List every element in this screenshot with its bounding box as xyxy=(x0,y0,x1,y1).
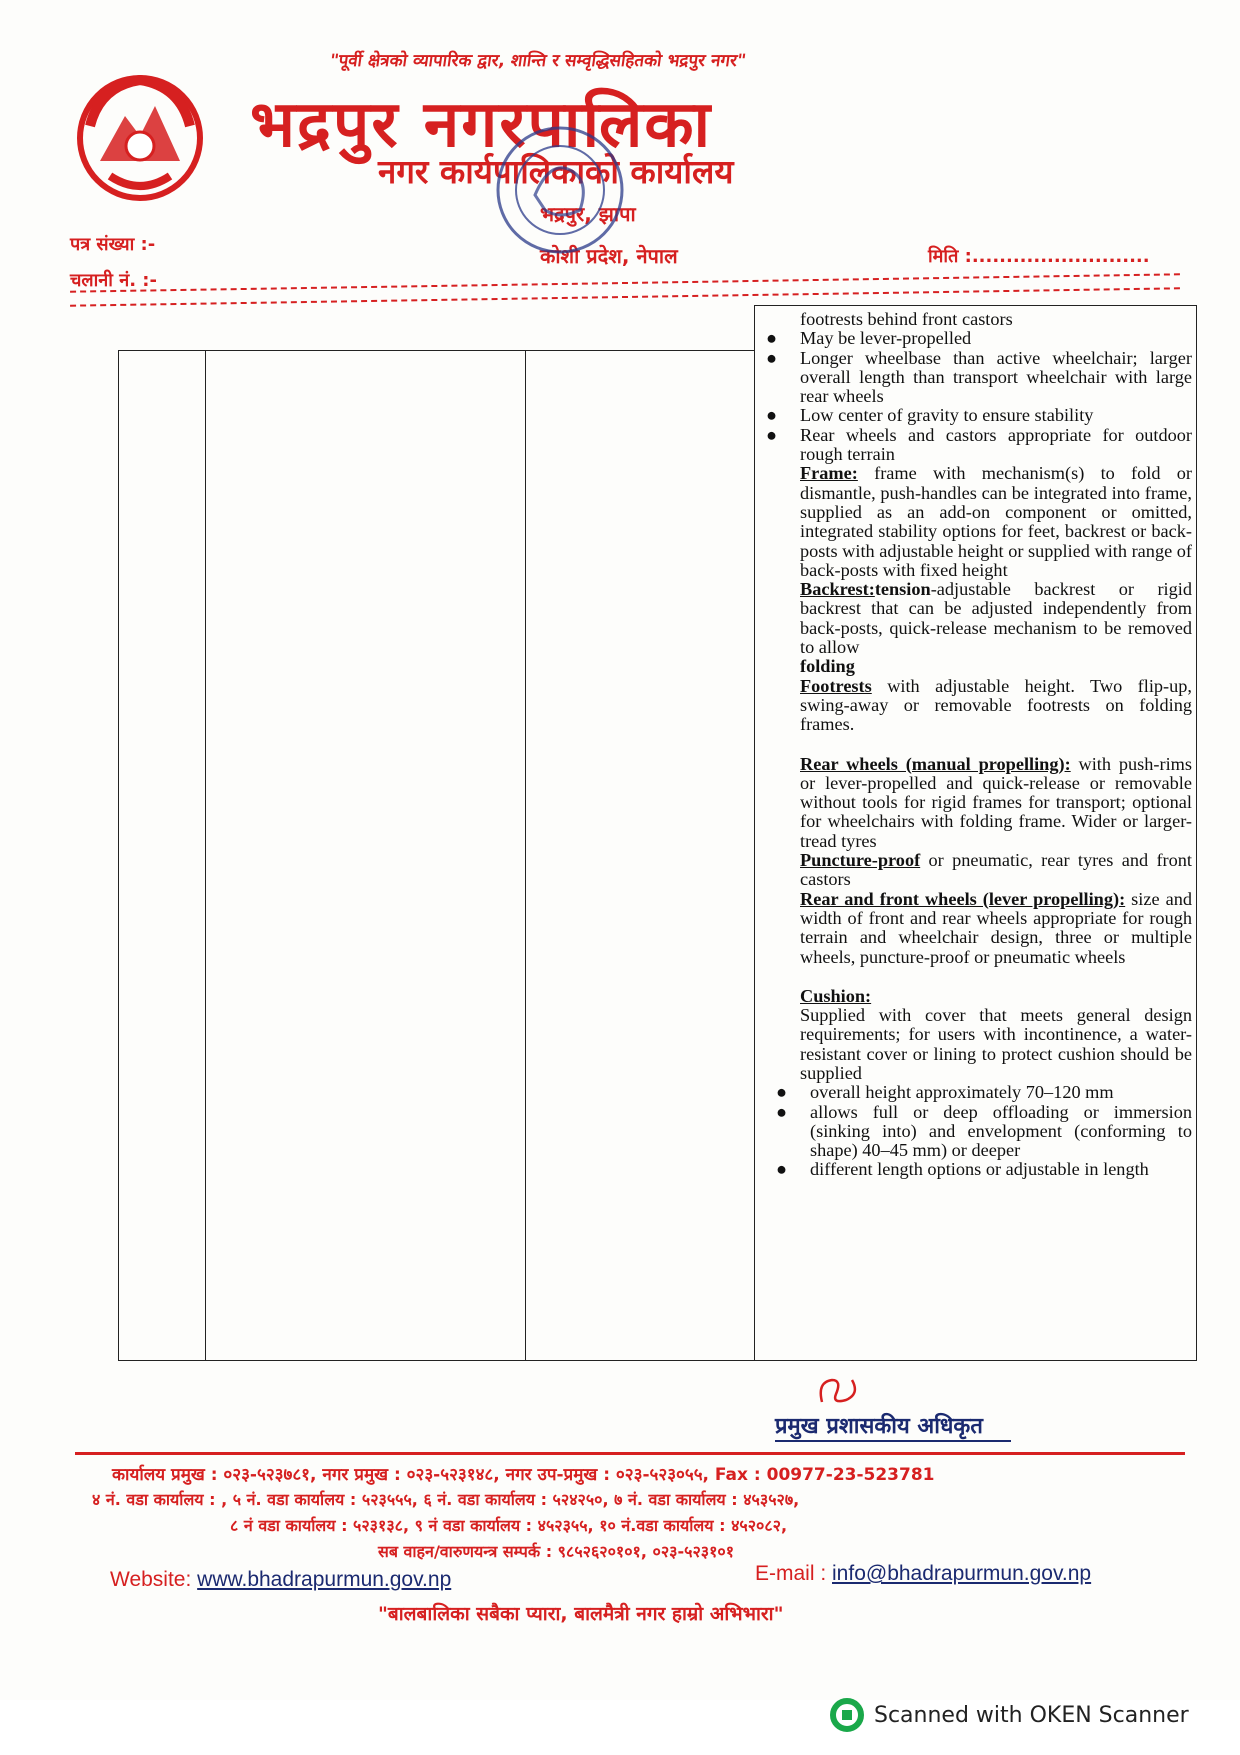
list-item: ● Rear wheels and castors appropriate for outdoor rough terrain xyxy=(766,424,1192,465)
list-item: ● Longer wheelbase than active wheelchair; larger overall length than transport wheelchair with large rear wheels xyxy=(766,347,1192,407)
lever-wheels-paragraph: Rear and front wheels (lever propelling): size and width of front and rear wheels appropriate for rough terrain and wheelchair design, three or multiple wheels, puncture-proof or pneumatic wheels xyxy=(800,888,1192,967)
table-border-right xyxy=(1196,305,1197,1361)
header-divider-2 xyxy=(70,287,1180,306)
district-text: भद्रपुर, झापा xyxy=(540,202,636,226)
date-label: मिति :.......................... xyxy=(928,246,1150,267)
footer-slogan: "बालबालिका सबैका प्यारा, बालमैत्री नगर हाम्रो अभिभारा" xyxy=(378,1603,784,1625)
puncture-paragraph: Puncture-proof or pneumatic, rear tyres and front castors xyxy=(800,850,1192,890)
specification-cell xyxy=(766,309,1192,1180)
footer-divider xyxy=(75,1452,1185,1455)
table-column-divider xyxy=(525,350,526,1360)
cushion-heading: Cushion: xyxy=(800,985,872,1006)
cushion-bullet-list xyxy=(776,1082,1192,1180)
table-border-left xyxy=(118,350,119,1360)
header-motto: "पूर्वी क्षेत्रको व्यापारिक द्वार, शान्ति र सम्वृद्धिसहितको भद्रपुर नगर" xyxy=(328,51,748,71)
letter-number-label: पत्र संख्या :- xyxy=(70,234,156,255)
list-item: ● overall height approximately 70–120 mm xyxy=(776,1082,1114,1103)
footer-contact-line-2: ४ नं. वडा कार्यालय : , ५ नं. वडा कार्यालय : ५२३५५५, ६ नं. वडा कार्यालय : ५२४२५०, ७ नं. वडा कार्यालय : ४५३५२७, xyxy=(92,1490,800,1509)
list-item: ● Low center of gravity to ensure stability xyxy=(766,405,1094,426)
signatory-title: प्रमुख प्रशासकीय अधिकृत xyxy=(775,1414,983,1439)
footer-contact-line-1: कार्यालय प्रमुख : ०२३-५२३७८१, नगर प्रमुख : ०२३-५२३१४८, नगर उप-प्रमुख : ०२३-५२३०५५, Fax : 00977-23-523781 xyxy=(112,1465,935,1485)
spec-bullet-list xyxy=(766,328,1192,465)
footrests-paragraph: Footrests with adjustable height. Two flip-up, swing-away or removable footrests on folding frames. xyxy=(800,675,1192,735)
footer-website: Website: www.bhadrapurmun.gov.np xyxy=(110,1568,452,1591)
spec-line: footrests behind front castors xyxy=(800,309,1013,329)
footer-contact-line-3: ८ नं वडा कार्यालय : ५२३१३८, ९ नं वडा कार्यालय : ४५२३५५, १० नं.वडा कार्यालय : ४५२०८२, xyxy=(230,1516,788,1535)
table-column-divider xyxy=(205,350,206,1360)
footer-contact-line-4: सब वाहन/वारुणयन्त्र सम्पर्क : ९८५२६२०१०१, ०२३-५२३१०१ xyxy=(378,1542,735,1561)
table-row-border xyxy=(118,350,754,351)
email-link[interactable]: info@bhadrapurmun.gov.np xyxy=(832,1562,1092,1585)
dispatch-number-label: चलानी नं. :- xyxy=(70,270,157,291)
nepal-emblem-icon xyxy=(70,66,210,206)
table-top-border xyxy=(755,305,1196,306)
office-subtitle: नगर कार्यपालिकाको कार्यालय xyxy=(378,152,734,191)
cushion-paragraph: Supplied with cover that meets general design requirements; for users with incontinence, a water-resistant cover or lining to protect cushion should be supplied xyxy=(800,1005,1192,1083)
table-column-divider xyxy=(754,305,755,1360)
office-stamp-icon xyxy=(490,120,630,260)
backrest-paragraph: Backrest:tension-adjustable backrest or rigid backrest that can be adjusted independently from back-posts, quick-release mechanism to be removed to allow folding xyxy=(800,579,1192,677)
footer-email: E-mail : info@bhadrapurmun.gov.np xyxy=(755,1562,1092,1585)
website-link[interactable]: www.bhadrapurmun.gov.np xyxy=(197,1568,452,1591)
list-item: ● allows full or deep offloading or immersion (sinking into) and envelopment (conforming to shape) 40–45 mm) or deeper xyxy=(776,1101,1192,1161)
signature-underline xyxy=(775,1440,1011,1442)
list-item: ● May be lever-propelled xyxy=(766,328,972,349)
province-text: कोशी प्रदेश, नेपाल xyxy=(540,244,678,268)
rear-wheels-paragraph: Rear wheels (manual propelling): with push-rims or lever-propelled and quick-release or removable without tools for rigid frames for transport; optional for wheelchairs with folding frame. Wider or larger-tread tyres xyxy=(800,753,1192,851)
scanner-watermark xyxy=(830,1690,1189,1740)
frame-paragraph: Frame: frame with mechanism(s) to fold or dismantle, push-handles can be integrated into frame, supplied as an add-on component or omitted, integrated stability options for feet, backrest or back-posts with adjustable height or supplied with range of back-posts with fixed height xyxy=(800,463,1192,580)
table-bottom-border xyxy=(118,1360,1196,1361)
scanner-text: Scanned with OKEN Scanner xyxy=(874,1702,1189,1728)
oken-scanner-logo-icon xyxy=(830,1698,864,1732)
list-item: ● different length options or adjustable in length xyxy=(776,1159,1149,1180)
municipality-title: भद्रपुर नगरपालिका xyxy=(250,88,713,162)
